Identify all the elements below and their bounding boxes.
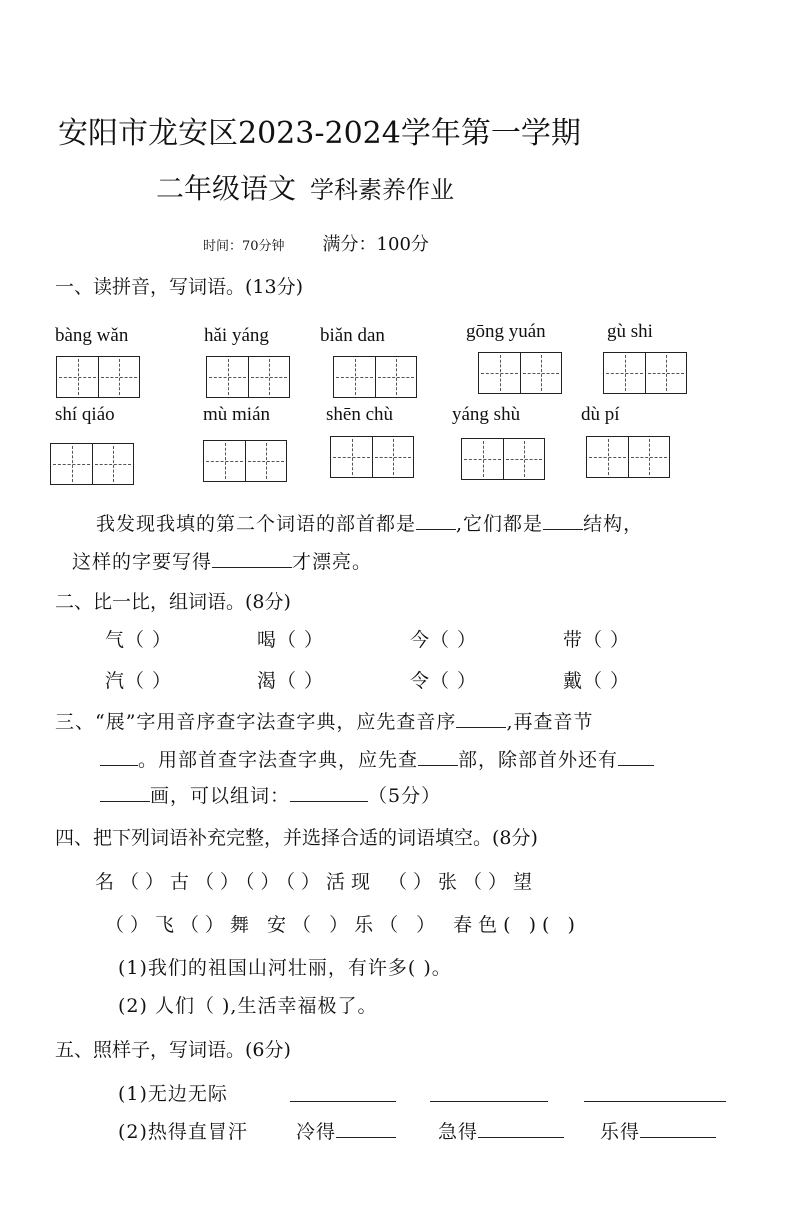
text: 急得: [438, 1121, 479, 1143]
blank[interactable]: [336, 1119, 396, 1138]
text: 。用部首查字法查字典，应先查: [138, 749, 419, 771]
section-1-line-1: [96, 509, 643, 536]
text: 乐得: [600, 1121, 641, 1143]
section-3-line-1: [55, 707, 593, 734]
blank[interactable]: [478, 1119, 564, 1138]
writing-grid[interactable]: [330, 436, 414, 478]
text: 才漂亮。: [292, 551, 373, 573]
text: 冷得: [296, 1121, 337, 1143]
blank[interactable]: [543, 511, 583, 530]
blank[interactable]: [212, 549, 292, 568]
compare-item: 令（ ）: [410, 670, 478, 692]
blank[interactable]: [290, 783, 368, 802]
example-1: [118, 1079, 228, 1106]
compare-item: 喝（ ）: [257, 629, 325, 651]
text: ,它们都是: [456, 513, 544, 535]
title-line-2: [156, 167, 454, 207]
pinyin-5: gù shi: [607, 321, 653, 342]
pinyin-2: hǎi yáng: [204, 325, 269, 346]
blank[interactable]: [290, 1083, 396, 1102]
example-2: [118, 1117, 248, 1144]
compare-item: 戴（ ）: [563, 670, 631, 692]
compare-item: 今（ ）: [410, 629, 478, 651]
blank[interactable]: [100, 747, 138, 766]
pinyin-8: shēn chù: [326, 404, 394, 425]
full-score: 满分：100分: [322, 234, 429, 255]
time-limit: 时间：70分钟: [203, 239, 285, 254]
text: (2)热得直冒汗: [118, 1121, 248, 1143]
blank[interactable]: [456, 709, 506, 728]
idiom-row-2: （）飞（）舞 安（ ）乐（ ） 春色( )( ): [105, 914, 581, 936]
blank[interactable]: [618, 747, 654, 766]
pinyin-10: dù pí: [581, 404, 620, 425]
writing-grid[interactable]: [203, 440, 287, 482]
writing-grid[interactable]: [586, 436, 670, 478]
pinyin-6: shí qiáo: [55, 404, 115, 425]
text: 部，除部首外还有: [458, 749, 619, 771]
pinyin-3: biǎn dan: [320, 325, 385, 346]
blank[interactable]: [100, 783, 150, 802]
writing-grid[interactable]: [603, 352, 687, 394]
text: 结构，: [583, 513, 644, 535]
blank[interactable]: [584, 1083, 726, 1102]
grade-subject: 二年级语文: [156, 172, 297, 205]
writing-grid[interactable]: [333, 356, 417, 398]
text: 三、“展”字用音序查字法查字典，应先查音序: [55, 711, 457, 733]
fill-question-2: (2) 人们（ ),生活幸福极了。: [118, 995, 378, 1017]
compare-item: 气（ ）: [105, 629, 173, 651]
text: （5分）: [368, 785, 442, 807]
writing-grid[interactable]: [56, 356, 140, 398]
example-2-b: [296, 1117, 396, 1144]
blank[interactable]: [418, 747, 458, 766]
section-3-line-3: [100, 781, 441, 808]
writing-grid[interactable]: [50, 443, 134, 485]
title-line-1: 安阳市龙安区2023-2024学年第一学期: [58, 116, 581, 151]
text: ,再查音节: [506, 711, 594, 733]
compare-item: 带（ ）: [563, 629, 631, 651]
section-1-heading: 一、读拼音，写词语。(13分): [55, 276, 304, 298]
section-4-heading: 四、把下列词语补充完整，并选择合适的词语填空。(8分): [55, 827, 538, 849]
compare-item: 渴（ ）: [257, 670, 325, 692]
writing-grid[interactable]: [478, 352, 562, 394]
section-3-line-2: [100, 745, 654, 772]
exam-meta: [203, 230, 429, 256]
pinyin-7: mù mián: [203, 404, 271, 425]
pinyin-9: yáng shù: [452, 404, 521, 425]
blank[interactable]: [430, 1083, 548, 1102]
blank[interactable]: [416, 511, 456, 530]
text: (1)无边无际: [118, 1083, 228, 1105]
blank[interactable]: [640, 1119, 716, 1138]
example-2-d: [600, 1117, 716, 1144]
assignment-type: 学科素养作业: [310, 176, 455, 204]
text: 我发现我填的第二个词语的部首都是: [96, 513, 417, 535]
fill-question-1: (1)我们的祖国山河壮丽，有许多( )。: [118, 957, 452, 979]
section-5-heading: 五、照样子，写词语。(6分): [55, 1039, 291, 1061]
text: 画，可以组词：: [150, 785, 291, 807]
pinyin-1: bàng wǎn: [55, 325, 129, 346]
writing-grid[interactable]: [206, 356, 290, 398]
idiom-row-1: 名（）古（）（）（）活现 （）张（）望: [95, 871, 539, 893]
writing-grid[interactable]: [461, 438, 545, 480]
section-2-heading: 二、比一比，组词语。(8分): [55, 591, 291, 613]
pinyin-4: gōng yuán: [466, 321, 546, 342]
text: 这样的字要写得: [72, 551, 213, 573]
compare-item: 汽（ ）: [105, 670, 173, 692]
section-1-line-2: [72, 547, 372, 574]
example-2-c: [438, 1117, 564, 1144]
